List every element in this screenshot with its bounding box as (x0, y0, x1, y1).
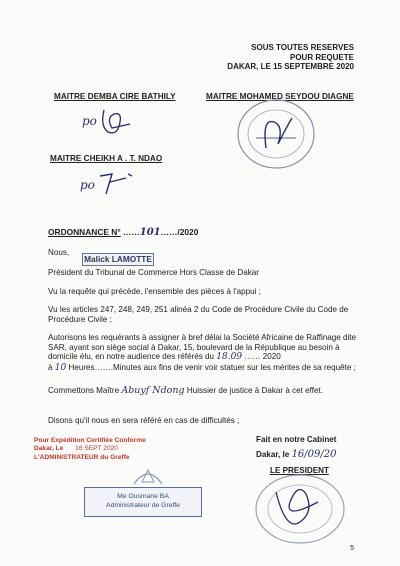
signature-2 (96, 168, 136, 198)
red-stamp-dakar: Dakar, Le (34, 445, 64, 453)
po-mark-1: po (82, 114, 97, 128)
header-line-1: SOUS TOUTES RESERVES (251, 43, 354, 52)
nous-text: Nous, (48, 248, 70, 257)
page-number: 5 (350, 545, 354, 552)
le-president: LE PRESIDENT (270, 466, 329, 475)
header-block (204, 43, 354, 72)
autorisons-rest: Heures…….Minutes aux fins de venir voir statuer sur les mérites de sa requête ; (68, 362, 356, 372)
lawyer-name-2: MAITRE MOHAMED SEYDOU DIAGNE (206, 92, 354, 101)
round-stamp-bottom (240, 472, 350, 546)
po-mark-2: po (80, 178, 95, 192)
lawyer-name-3: MAITRE CHEIKH A . T. NDAO (50, 154, 163, 163)
dakar-le-block (256, 450, 336, 460)
red-stamp-line-1: Pour Expédition Certifiée Conforme (34, 437, 146, 444)
hearing-hour: 10 (54, 362, 67, 373)
president-line: Président du Tribunal de Commerce Hors Classe de Dakar (48, 268, 259, 277)
blue-stamp-line-1: Me Ousmane BA (117, 493, 169, 500)
disons-line: Disons qu'il nous en sera référé en cas de difficultés ; (48, 416, 240, 425)
huissier-name: Abuyf Ndong (121, 385, 185, 396)
greffe-name-stamp (84, 487, 202, 517)
autorisons-text: Autorisons les requérants à assigner à bref délai la Société Africaine de Raffinage dite SAR, ayant son siège social à Dakar, 15, boulevard de la République au besoin à domicile élu, en notre audience des référés du (48, 333, 357, 362)
commettons-paragraph (48, 386, 358, 396)
red-stamp-date: 16 SEPT 2020 (75, 445, 118, 453)
emblem-mark (128, 462, 168, 488)
hearing-date: 18.09 (216, 352, 243, 363)
header-line-3: DAKAR, LE 15 SEPTEMBRE 2020 (227, 62, 354, 72)
ordonnance-year: /2020 (177, 227, 199, 237)
header-line-2: POUR REQUETE (289, 52, 354, 62)
judge-name-stamp: Malick LAMOTTE (82, 253, 154, 266)
certification-stamp (34, 437, 146, 462)
ordonnance-number: 101 (139, 227, 161, 238)
signature-1 (96, 106, 136, 138)
commettons-suffix: Huissier de justice à Dakar à cet effet. (186, 386, 324, 395)
commettons-prefix: Commettons Maître (48, 386, 120, 395)
round-stamp-top (226, 98, 326, 170)
fait-cabinet: Fait en notre Cabinet (256, 435, 337, 444)
ordonnance-label: ORDONNANCE N° ……101……/2020 (48, 227, 199, 238)
autorisons-a: à (48, 362, 53, 372)
vu-articles: Vu les articles 247, 248, 249, 251 alinéa 2 du Code de Procédure Civile du Code de Procédure Civile ; (48, 305, 349, 324)
red-stamp-line-2 (34, 445, 146, 453)
hearing-year: 2020 (262, 352, 281, 362)
autorisons-paragraph: Autorisons les requérants à assigner à bref délai la Société Africaine de Raffinage dite SAR, ayant son siège social à Dakar, 15, boulevard de la République au besoin à domicile élu, en notre audience des référés du 18.09 …… 2020 à 10 Heures…….Minutes aux fins de venir voir statuer sur les mérites de sa requête ; (48, 333, 357, 373)
blue-stamp-line-2: Administrateur de Greffe (106, 502, 180, 509)
lawyer-name-1: MAITRE DEMBA CIRE BATHILY (54, 92, 176, 101)
closing-date: 16/09/20 (291, 449, 337, 460)
vu-requete: Vu la requête qui précède, l'ensemble des pièces à l'appui ; (48, 287, 261, 296)
red-stamp-line-3: L'ADMINISTRATEUR du Greffe (34, 453, 130, 461)
ordonnance-prefix: ORDONNANCE N° (48, 227, 121, 237)
dakar-le: Dakar, le (256, 450, 290, 459)
